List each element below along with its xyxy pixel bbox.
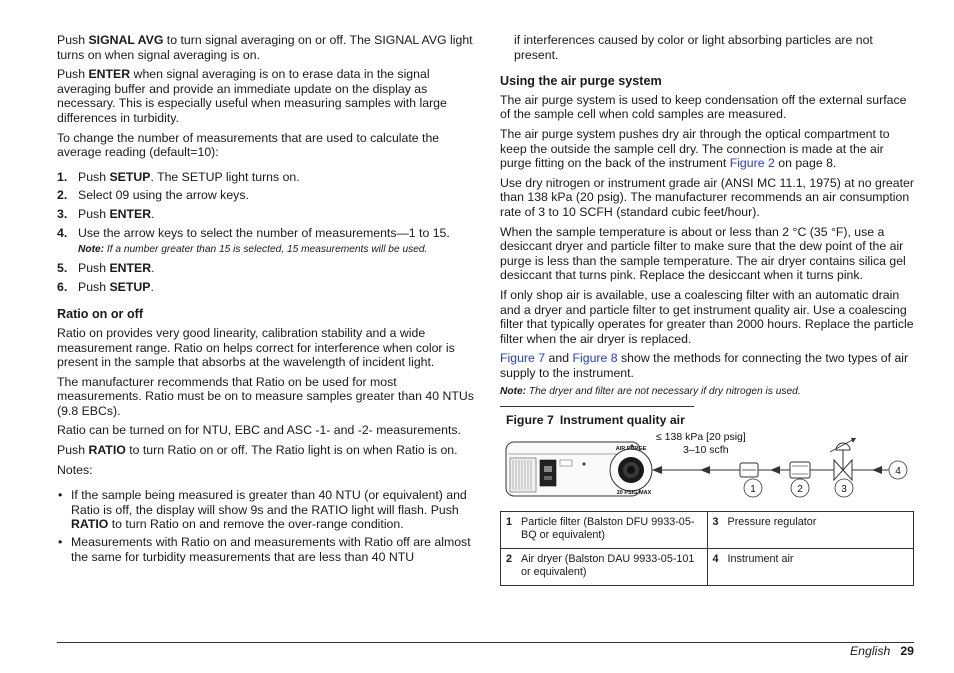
pressure-label: ≤ 138 kPa [20 psig] (656, 431, 746, 444)
air-purge-paragraph-5: If only shop air is available, use a coalescing filter with an automatic drain and a dryer and particle filter to get instrument quality air. Use a coalescing filter that typically operates for greater than 2000 hours. Replace the particle filter when the air dryer is replaced. (500, 287, 914, 346)
continued-text: if interferences caused by color or light absorbing particles are not present. (514, 33, 873, 62)
step-note: Note: If a number greater than 15 is selected, 15 measurements will be used. (78, 244, 428, 256)
measurements-intro: To change the number of measurements that are used to calculate the average reading (default=10): (57, 130, 440, 160)
callout-3 (835, 479, 853, 497)
ratio-paragraph-2: The manufacturer recommends that Ratio on be used for most measurements. Ratio must be on to measure samples greater than 40 NTUs (9.8 EBCs). (57, 374, 474, 418)
page-number: 29 (900, 644, 914, 658)
figure-8-link[interactable]: Figure 8 (572, 351, 618, 366)
pressure-regulator-icon (830, 438, 856, 480)
flow-label: 3–10 scfh (683, 444, 729, 457)
left-column (57, 33, 475, 567)
table-row (501, 512, 914, 549)
svg-text:3: 3 (841, 484, 847, 496)
callout-1 (744, 479, 762, 497)
air-purge-paragraph-3: Use dry nitrogen or instrument grade air (ANSI MC 11.1, 1975) at no greater than 138 kPa (20 psig). The manufacturer recommends an air consumption rate of 3 to 10 SCFH (standard cubic feet/hour). (500, 175, 914, 219)
step-item: 5. Push ENTER. (57, 261, 155, 276)
air-purge-paragraph-1: The air purge system is used to keep condensation off the external surface of the sample cell when cold samples are measured. (500, 92, 907, 122)
figure-2-link[interactable]: Figure 2 (729, 156, 775, 171)
air-purge-paragraph-4: When the sample temperature is about or less than 2 °C (35 °F), use a desiccant dryer and particle filter to make sure that the dew point of the air purge is less than the sample temperature. The air dryer contains silica gel desiccant that turns pink. Replace the desiccant when it turns pink. (500, 224, 906, 283)
ratio-paragraph-4: Push RATIO to turn Ratio on or off. The Ratio light is on when Ratio is on. (57, 443, 458, 458)
air-purge-paragraph-6: Figure 7 and Figure 8 show the methods for connecting the two types of air supply to the instrument. (500, 351, 909, 380)
footer-language: English (849, 644, 891, 658)
step-item: 3. Push ENTER. (57, 206, 155, 221)
signal-avg-paragraph: Push SIGNAL AVG to turn signal averaging on or off. The SIGNAL AVG light turns on when signal averaging is on. (57, 33, 473, 62)
ratio-paragraph-3: Ratio can be turned on for NTU, EBC and ASC -1- and -2- measurements. (57, 423, 461, 438)
page-number-block (850, 644, 914, 659)
psig-max-label: 20 PSIG MAX (616, 490, 652, 497)
air-purge-heading: Using the air purge system (500, 74, 662, 89)
steps-list (57, 170, 475, 295)
page-footer (57, 642, 914, 658)
ratio-heading: Ratio on or off (57, 307, 144, 322)
step-item: 6. Push SETUP. (57, 279, 154, 294)
step-item: 1. Push SETUP. The SETUP light turns on. (57, 169, 300, 184)
enter-paragraph: Push ENTER when signal averaging is on to erase data in the signal averaging buffer and provide an immediate update on the display as necessary. This is especially useful when measuring samples with large differences in turbidity. (57, 67, 447, 125)
air-purge-label: AIR PURGE (615, 446, 647, 453)
legend-cell: 3 Pressure regulator (707, 512, 914, 549)
air-purge-paragraph-2: The air purge system pushes dry air through the optical compartment to keep the outside the sample cell dry. The connection is made at the air purge fitting on the back of the instrument Figure 2 on page 8. (500, 126, 890, 171)
figure-legend-table (500, 511, 914, 586)
dryer-note: Note: The dryer and filter are not necessary if dry nitrogen is used. (500, 386, 801, 398)
callout-4 (889, 461, 907, 479)
particle-filter-icon (740, 463, 758, 477)
list-item: • If the sample being measured is greater than 40 NTU (or equivalent) and Ratio is off, the display will show 9s and the RATIO light will flash. Push RATIO to turn Ratio on and remove the over-range condition. (58, 488, 467, 532)
figure-7-link[interactable]: Figure 7 (500, 351, 546, 366)
legend-cell: 2 Air dryer (Balston DAU 9933-05-101 or equivalent) (501, 549, 708, 586)
legend-cell: 4 Instrument air (707, 549, 914, 586)
step-item: 4. Use the arrow keys to select the number of measurements—1 to 15. (57, 225, 450, 240)
svg-text:1: 1 (750, 484, 756, 496)
step-item: 2. Select 09 using the arrow keys. (57, 188, 249, 203)
legend-cell: 1 Particle filter (Balston DFU 9933-05-BQ or equivalent) (501, 512, 708, 549)
air-purge-diagram (500, 430, 914, 506)
air-dryer-icon (790, 462, 810, 478)
figure-title: Figure 7 Instrument quality air (506, 413, 685, 428)
callout-2 (791, 479, 809, 497)
table-row (501, 549, 914, 586)
figure-rule (500, 406, 694, 407)
notes-list (57, 488, 475, 564)
svg-text:4: 4 (895, 466, 901, 478)
right-column (500, 33, 914, 586)
svg-text:2: 2 (797, 484, 803, 496)
notes-label: Notes: (57, 462, 93, 477)
ratio-paragraph-1: Ratio on provides very good linearity, calibration stability and a wide measurement range. Ratio on helps correct for interference when color is present in the sample that absorbs at the wavelength of incident light. (57, 325, 455, 370)
list-item: • Measurements with Ratio on and measurements with Ratio off are almost the same for turbidity measurements that are less than 40 NTU (58, 535, 471, 564)
